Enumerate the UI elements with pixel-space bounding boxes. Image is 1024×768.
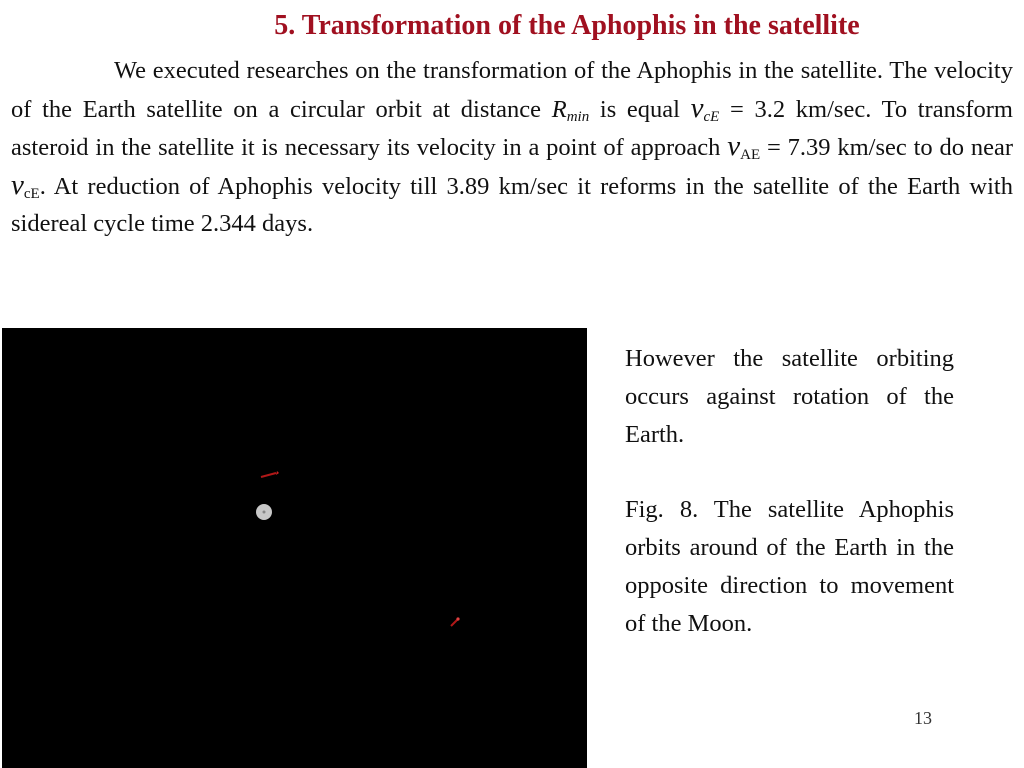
side-text: [625, 340, 954, 680]
side-note: However the satellite orbiting occurs against rotation of the Earth.: [625, 345, 954, 448]
velocity-ce-symbol-2: ν: [11, 168, 24, 201]
paragraph-text-1: We executed researches on the transformation of the Aphophis in the satellite. The velocity of the Earth satellite on a circular orbit at distance: [11, 57, 1013, 123]
velocity-ce-subscript-2: cE: [23, 185, 40, 202]
rmin-symbol: R: [551, 95, 567, 123]
velocity-ce-symbol: ν: [690, 91, 704, 124]
velocity-ae-subscript: AE: [740, 147, 761, 163]
paragraph-text-5: . At reduction of Aphophis velocity till 3.89 km/sec it reforms in the satellite of the Earth with sidereal cycle time 2.344 days.: [11, 172, 1013, 237]
figure-caption: Fig. 8. The satellite Aphophis orbits around of the Earth in the opposite direction to movement of the Moon.: [625, 496, 954, 637]
paragraph-text-2: is equal: [589, 95, 691, 123]
paragraph-text-4: = 7.39 km/sec to do near: [760, 134, 1013, 161]
body-paragraph: [11, 52, 1013, 243]
rmin-subscript: min: [566, 108, 590, 125]
figure-background: [2, 328, 587, 768]
velocity-ae-symbol: ν: [727, 130, 741, 162]
earth-icon: [256, 504, 272, 520]
orbit-figure-svg: [2, 328, 587, 768]
page-number: 13: [914, 708, 932, 728]
orbit-animation-figure: [2, 328, 587, 768]
paragraph-text-3: = 3.2 km/sec. To transform asteroid in the satellite it is necessary its velocity in a point of approach: [11, 95, 1013, 161]
velocity-ce-subscript: cE: [703, 108, 720, 125]
slide-title: 5. Transformation of the Aphophis in the satellite: [274, 10, 860, 41]
